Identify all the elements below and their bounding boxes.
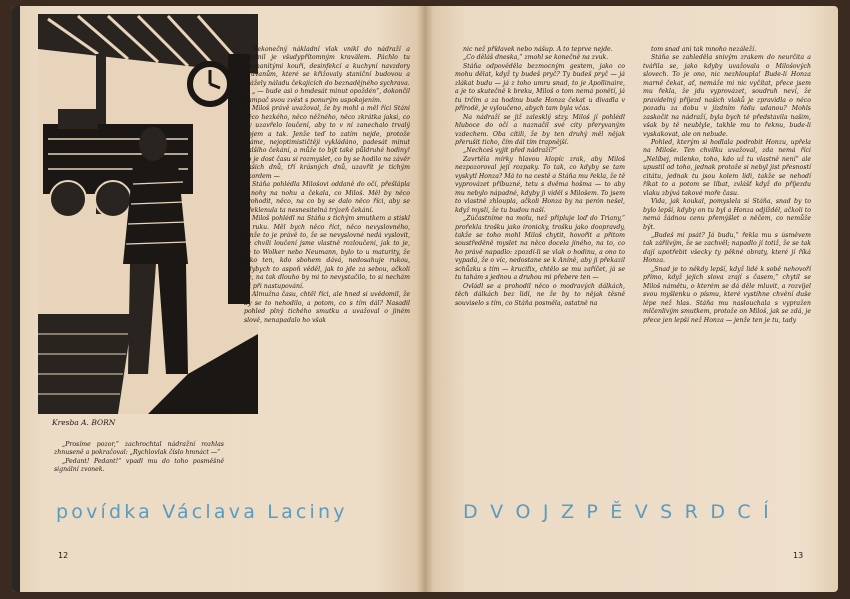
paragraph: Ovládl se a prohodil něco o modravých dálkách, těch dálkách bez lidí, ne že by to nějak těsně souviselo s tím, co Stáňa posměla, ostatně na bbox=[455, 282, 625, 307]
story-title-headline: D V O J Z P Ě V S R D C Í bbox=[463, 501, 772, 523]
paragraph: „Prosíme pozor,“ zachrochtal nádražní rozhlas zhnuseně a pokračoval: „Rychlovlak číslo hmnáct —“ bbox=[54, 441, 224, 457]
paragraph: Stáňa pohlédla Milošovi oddaně do očí, přešlápla z nohy na nohu a čekala, co Miloš. Měl by něco prohodit, něco, na co by se dalo něco říci, aby se překlenula ta nesnesitelná trýzeň čekání. bbox=[244, 181, 410, 214]
left-column-bottom bbox=[54, 441, 224, 475]
paragraph: Miloš právě uvažoval, že by mohl a měl říci Stáni něco hezkého, něco něžného, něco zkrátka jaksi, co by uzavřelo loučení, aby to v ní zanechalo trvalý dojem a tak. Jenže teď to zatím nejde, protože máme, nejoptimističtěji vykládáno, padesát minut dalšího čekání, a může to být také půldruhé hodiny! To je dost času si rozmyslet, co by se hodilo na závěr našich dnů, tří krásných dnů, uzavřít je tichým akordem — bbox=[244, 105, 410, 180]
station-illustration bbox=[38, 14, 258, 414]
paragraph: Zavrtěla mírky hlavou klopíc zrak, aby Miloš nezpozoroval její rozpaky. To tak, co kdyby se tam vyskytl Honza? Má to na cestě a Stáňa mu řekla, že tě vyprovázet příbuzné, tetu s dvěma hošma — to aby mu nebylo nápadné, kdyby ji viděl s Milošem. To jsem to vlastně zhloupla, ačkoli Honza by na perón nešel, když myslí, že tu budou naší. bbox=[455, 155, 625, 214]
paragraph: Na nádraží se již zalesklý stzy. Miloš jí pohlédl hluboce do očí a naznačil své city přeryvaným vzdechem. Oba cítili, že by ten druhý měl nějak přerušit ticho, čím dál tím trapnější. bbox=[455, 113, 625, 146]
paragraph: „Budeš mi psát? Já budu,“ řekla mu s úsměvem tak záříivým, že se zachvěl; napadlo jí totiž, že se tak dají upotřebit všecky ty pěkné obraty, které jí říká Honza. bbox=[643, 231, 811, 265]
book-edge bbox=[12, 6, 20, 592]
book-spread bbox=[12, 6, 838, 592]
right-page bbox=[425, 6, 838, 592]
paragraph: „Pedant! Pedant!“ vpadl mu do toho posměšně signální zvonek. bbox=[54, 457, 224, 474]
right-column-right bbox=[643, 46, 811, 325]
illustration-credit: Kresba A. BORN bbox=[52, 418, 116, 427]
paragraph: „Zúčastníme na molu, než připluje loď do Triany,“ prořekla trošku jako ironicky, trošku jako doopravdy, takže se toho mohl Miloš chytit, hovořit a přitom soustředěně myslet na něco docela jiného, na to, co ho právě napadlo: zpozdí-li se vlak o hodinu, a ono to vypadá, že o víc, nedostane se k Aníně, aby ji překazil schůzku s tím — kruciťix, chtělo se mu zaříčet, já se tu tahám s jednou a druhou mi přebere ten — bbox=[455, 215, 625, 282]
paragraph: Pohled, kterým si hodlala podrobit Honzu, upřela na Miloše. Ten chvilku uvažoval, zda nemá říci „Nelíbej, milenko, toho, kdo už tu vlastně není“ ale upustil od toho, jednak protože si nebyl jist přesností citátu, jednak tu jsou kolem lidi, takže se nehodí říkat to a potom se líbat, zvlášť když do příjezdu vlaku zbývá takové moře času. bbox=[643, 138, 811, 197]
paragraph: „Nechceš vyjít před nádraží?“ bbox=[463, 147, 557, 155]
paragraph: Vida, jak koukal, pomyslela si Stáňa, snad by to bylo lepší, kdyby on tu byl a Honza odjížděl, ačkoli to nemá žádnou cenu přemýšlet o něčem, co nemůže být. bbox=[643, 198, 811, 231]
book-gutter bbox=[417, 6, 433, 592]
paragraph: tom snad ani tak mnoho nezáleží. bbox=[651, 46, 757, 53]
paragraph: Stáňa odpověděla bezmocným gestem, jako co mohu dělat, když ty budeš pryč? Ty budeš pryč — já zlákat budu — já z toho umru snad, to je Apollinaire, a je to skutečně k breku, Miloš o tom nemá ponětí, já tu trčím a za hodinu bude Honza čekat u divadla v přírodě, je vyloučeno, abych tam byla včas. bbox=[455, 62, 625, 113]
paragraph: Stáňa se zahleděla snivým zrakem do neurčita a tvářila se, jako kdyby uvažovala o Milošových slovech. To je ono, nic nezhloupla! Bude-li Honza marně čekat, ať, nemáže mi nic vyčítat, přece jsem mu řekla, že jdu vyprovázet, soudruh neví, že pravidelný příjezd našich vlaků je zpravidla o něco pozadu za dobu v jízdním řádu udanou? Mohls zaskočit na nádraží, byla bych tě představila našim, však by tě neublyle, takhle mu to řeknu, bude-li vyskakovat, ale on nebude. bbox=[643, 54, 811, 138]
paragraph: „Snad je to někdy lepší, když lidé k sobě nehovoří přímo, když jejich slova zrají s časem,“ chytil se Miloš námětu, o kterém se dá děle mluvit, a rozvíjel svou myšlenku o písmu, které vystihne chvění duše lépe než hlas. Stáňa mu naslouchala s vypražen mlčenlivým smutkem, protože on Miloš, jak se zdá, je přece jen lepší než Honza — jenže ten je tu, tady bbox=[643, 265, 811, 324]
paragraph: „ — bude asi o hmdesát minut opoždén“, dokončil ilampač svou zvěst s ponurým uspokojením. bbox=[244, 88, 410, 104]
paragraph: Miloš pohlédl na Stáňu s tichým smutkem a stiskl jí ruku. Měl bych něco říct, něco nevyslovného, jenže to je právě to, že se nevyslovné nedá vyslovit, ve chvíli loučení jsme vlastně rozloučeni, jak to je, že to Wolker nebo Neumann, bylo to u maturity, že jako ten, kdo sbohem dává, nedosahuje rukou, kdybych to aspoň věděl, jak to jde za sebou, ačkoli ne, na tak dlouho by mi to nevystačilo, to si nechám až při nastupování. bbox=[244, 215, 410, 290]
page-number-left: 12 bbox=[58, 551, 69, 560]
left-column-right bbox=[244, 46, 410, 325]
paragraph: „Co děláš dneska,“ zmohl se konečně na zvuk. bbox=[463, 54, 609, 62]
author-headline: povídka Václava Laciny bbox=[56, 501, 348, 523]
right-column-left bbox=[455, 46, 625, 308]
page-number-right: 13 bbox=[793, 551, 804, 560]
paragraph: Almužna času, chtěl říci, ale hned si uvědomil, že by se to nehodilo, a potom, co s tím dál? Nasadil pohled plný tichého smutku a uvažoval o jiném slově, nenapadalo ho však bbox=[244, 291, 410, 324]
left-page bbox=[12, 6, 425, 592]
paragraph: Nekonečný nákladní vlak vnikl do nádraží a naplnil je všudypřítomným kravälem. Páchlo tu rozmanitými kouři, desinfekcí a kuchyní navzdory průvanům, které se křižovaly staniční budovou a srážely náladu čekajících do beznadějného sychrava. bbox=[244, 46, 410, 87]
paragraph: nic než přídavek nebo nášup. A to teprve nejde. bbox=[463, 46, 613, 53]
